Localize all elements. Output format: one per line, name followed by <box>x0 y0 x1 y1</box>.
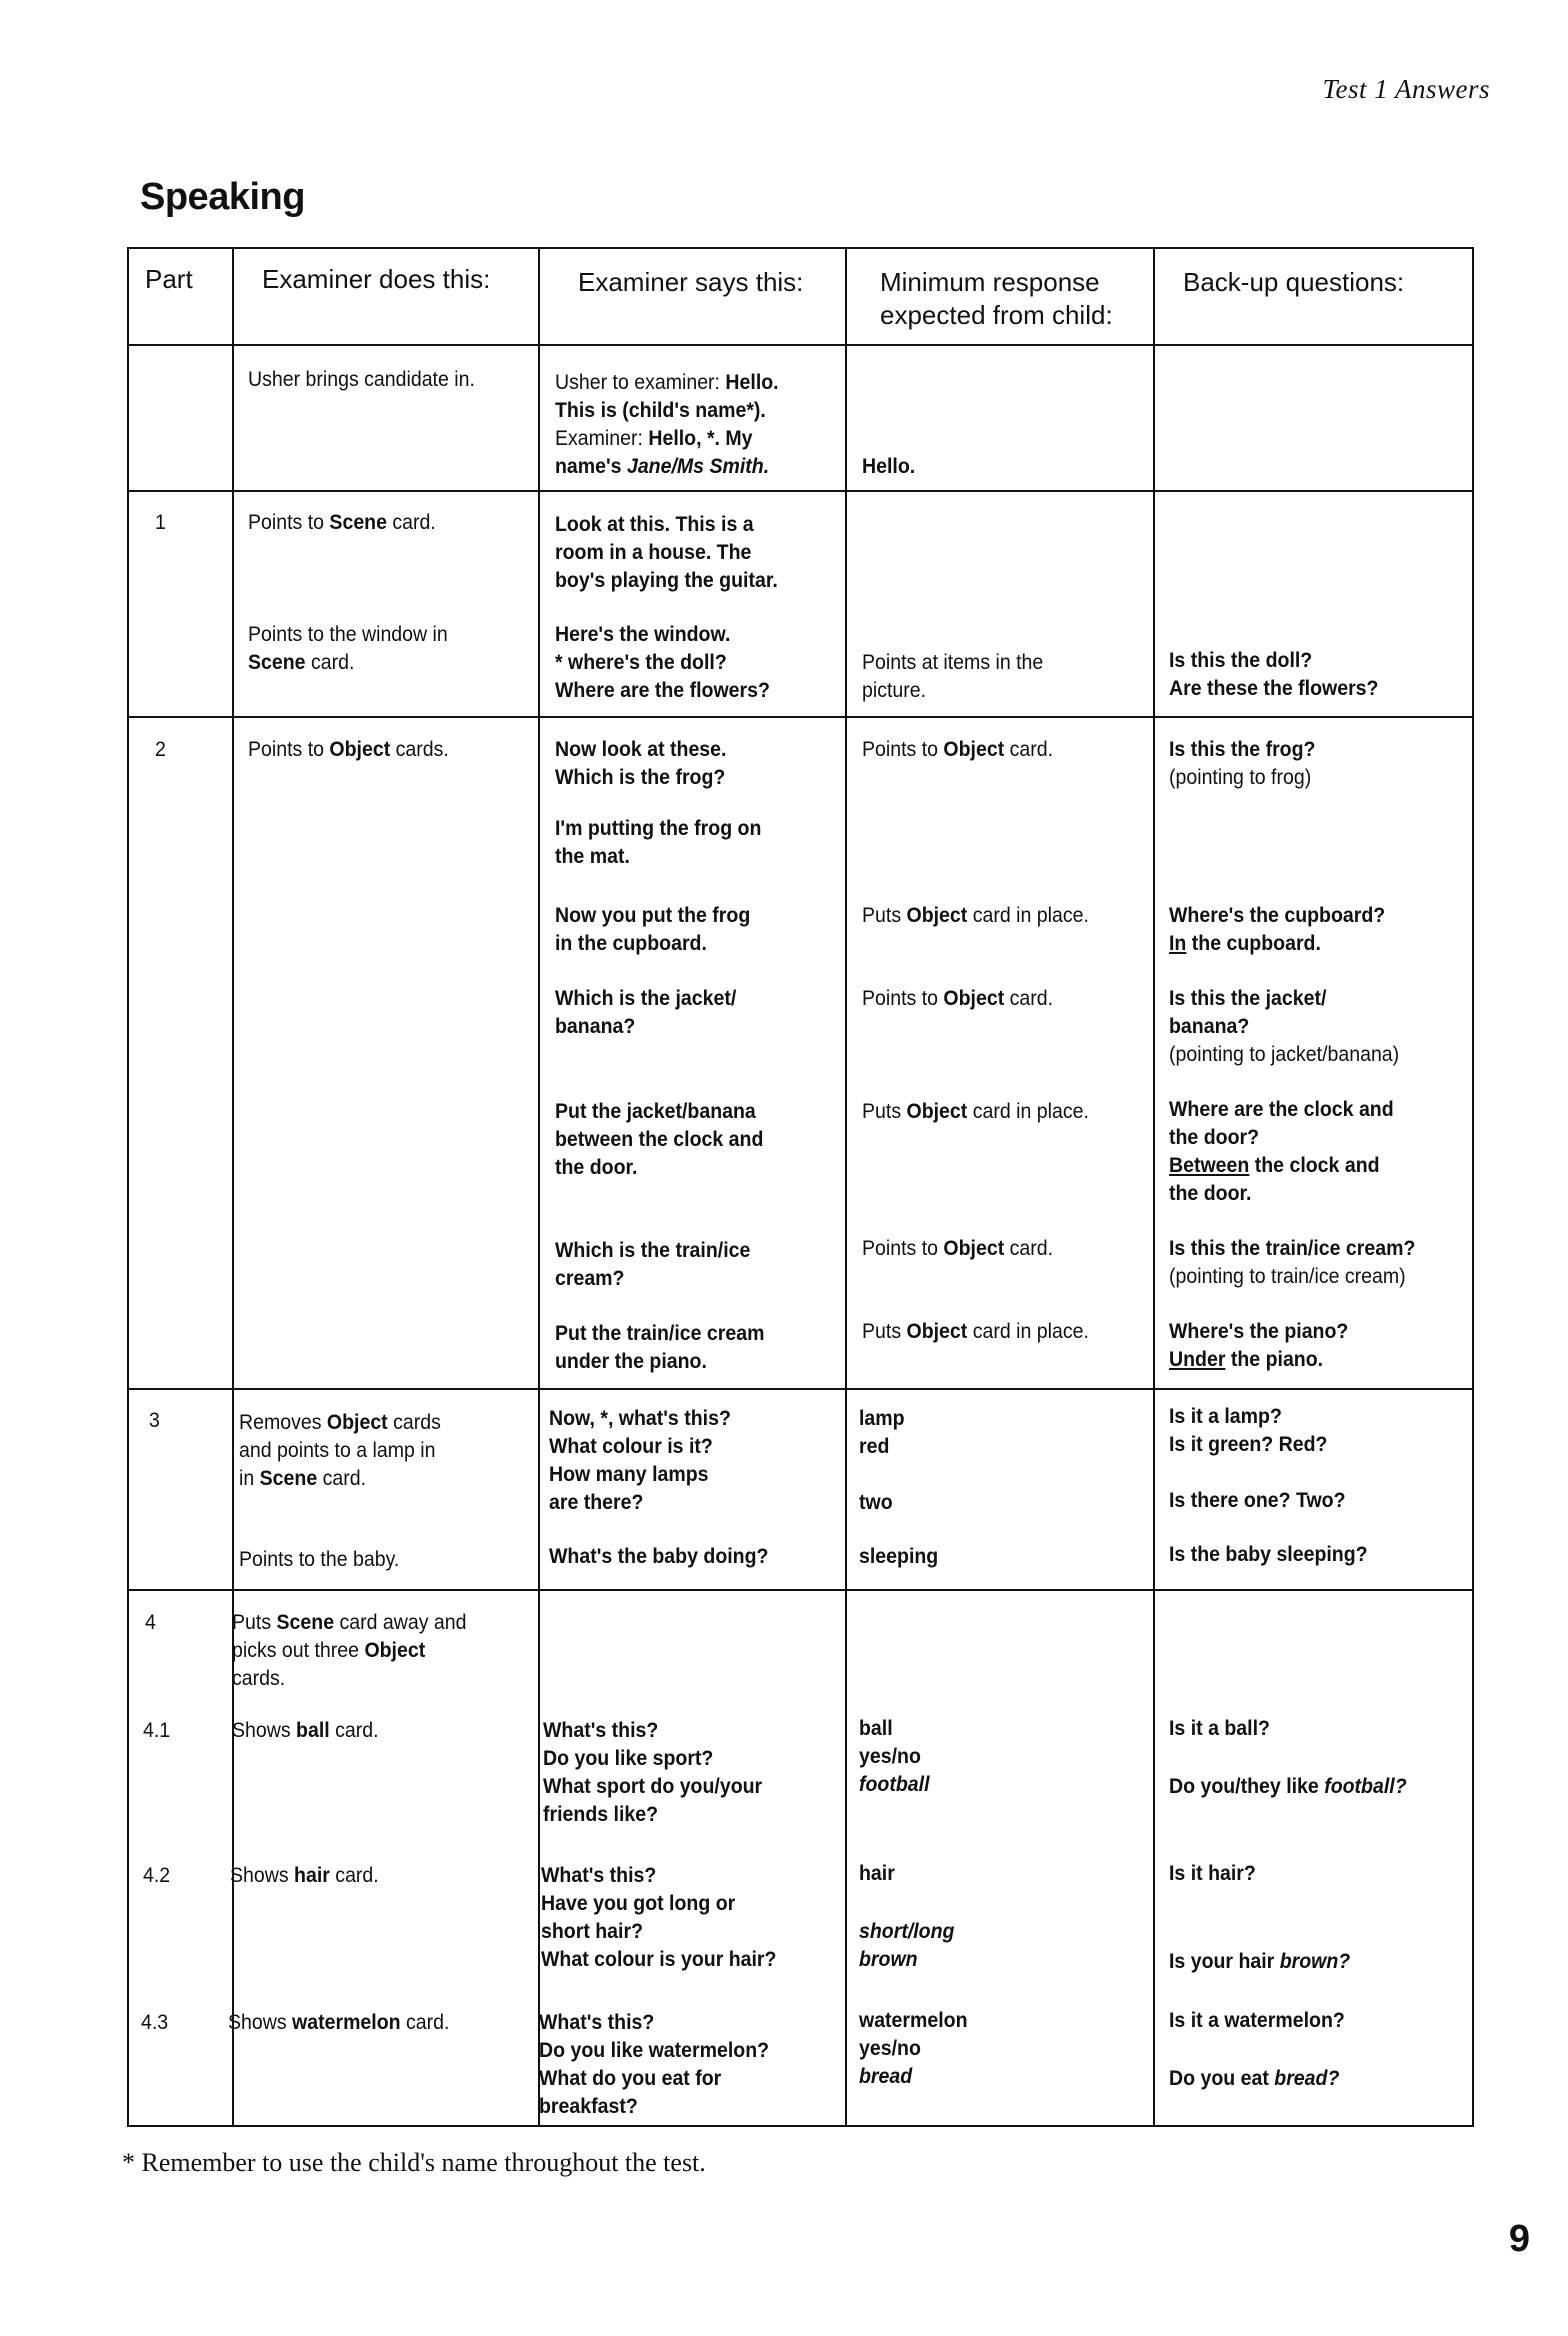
part2-says-2-line1: I'm putting the frog on <box>555 817 762 840</box>
part3-backup-1: Is it a lamp? <box>1169 1405 1282 1428</box>
part1-says-line3: boy's playing the guitar. <box>555 569 778 592</box>
part2-response-1: Points to Object card. <box>862 738 1054 761</box>
part1-backup-line2: Are these the flowers? <box>1169 677 1379 700</box>
part3-says-line1: Now, *, what's this? <box>549 1407 731 1430</box>
part3-does-line2: and points to a lamp in <box>239 1439 436 1462</box>
part2-says-1-line2: Which is the frog? <box>555 766 726 789</box>
part2-backup-5-line4: the door. <box>1169 1182 1252 1205</box>
part42-says-line1: What's this? <box>541 1864 657 1887</box>
part3-says-line4: are there? <box>549 1491 644 1514</box>
part2-backup-5-line2: the door? <box>1169 1126 1260 1149</box>
intro-says-line3: Examiner: Hello, *. My <box>555 427 753 450</box>
part1-says-line6: Where are the flowers? <box>555 679 770 702</box>
part3-response-2: red <box>859 1435 890 1458</box>
header-examiner-does: Examiner does this: <box>262 264 491 294</box>
column-divider <box>845 249 847 2125</box>
part4-does-line2: picks out three Object <box>232 1639 426 1662</box>
part-number: 4.1 <box>143 1719 171 1742</box>
part3-response-4: sleeping <box>859 1545 939 1568</box>
header-minimum-response-line2: expected from child: <box>880 300 1113 330</box>
row-divider <box>129 1388 1472 1390</box>
row-divider <box>129 490 1472 492</box>
part2-backup-1-line1: Is this the frog? <box>1169 738 1316 761</box>
part42-backup-1: Is it hair? <box>1169 1862 1256 1885</box>
page-number: 9 <box>1508 2218 1530 2260</box>
part43-says-line4: breakfast? <box>539 2095 638 2118</box>
column-divider <box>232 249 234 2125</box>
part41-says-line3: What sport do you/your <box>543 1775 763 1798</box>
part-number: 4 <box>145 1611 156 1634</box>
part42-response-2: short/long <box>859 1920 955 1943</box>
part43-does: Shows watermelon card. <box>228 2011 450 2034</box>
column-divider <box>538 249 540 2125</box>
part1-response-line1: Points at items in the <box>862 651 1044 674</box>
part2-says-6-line1: Which is the train/ice <box>555 1239 751 1262</box>
part3-response-3: two <box>859 1491 893 1514</box>
part2-says-1-line1: Now look at these. <box>555 738 727 761</box>
part42-response-1: hair <box>859 1862 895 1885</box>
part42-says-line3: short hair? <box>541 1920 644 1943</box>
part2-backup-3-line2: In the cupboard. <box>1169 932 1321 955</box>
part1-says-line4: Here's the window. <box>555 623 731 646</box>
part2-backup-4-line2: banana? <box>1169 1015 1250 1038</box>
part2-backup-1-line2: (pointing to frog) <box>1169 766 1312 789</box>
part42-does: Shows hair card. <box>230 1864 379 1887</box>
part42-says-line4: What colour is your hair? <box>541 1948 777 1971</box>
part43-says-line3: What do you eat for <box>539 2067 722 2090</box>
part41-backup-1: Is it a ball? <box>1169 1717 1270 1740</box>
part-number: 1 <box>155 511 166 534</box>
part1-does-line2: Points to the window in <box>248 623 448 646</box>
part3-says-line5: What's the baby doing? <box>549 1545 769 1568</box>
column-divider <box>1153 249 1155 2125</box>
part42-says-line2: Have you got long or <box>541 1892 736 1915</box>
part2-does: Points to Object cards. <box>248 738 449 761</box>
row-divider <box>129 1589 1472 1591</box>
part3-does-line1: Removes Object cards <box>239 1411 441 1434</box>
part2-says-3-line1: Now you put the frog <box>555 904 751 927</box>
part2-backup-4-line1: Is this the jacket/ <box>1169 987 1327 1010</box>
part43-backup-1: Is it a watermelon? <box>1169 2009 1345 2032</box>
page-title: Speaking <box>140 176 305 218</box>
part43-backup-2: Do you eat bread? <box>1169 2067 1340 2090</box>
part3-backup-4: Is the baby sleeping? <box>1169 1543 1368 1566</box>
part3-backup-2: Is it green? Red? <box>1169 1433 1328 1456</box>
part2-backup-5-line1: Where are the clock and <box>1169 1098 1394 1121</box>
part1-says-line5: * where's the doll? <box>555 651 727 674</box>
part41-says-line4: friends like? <box>543 1803 659 1826</box>
row-divider <box>129 716 1472 718</box>
part2-response-5: Puts Object card in place. <box>862 1100 1089 1123</box>
part4-does-line1: Puts Scene card away and <box>232 1611 467 1634</box>
part2-says-7-line2: under the piano. <box>555 1350 707 1373</box>
part2-response-3: Puts Object card in place. <box>862 904 1089 927</box>
part43-response-3: bread <box>859 2065 913 2088</box>
intro-does: Usher brings candidate in. <box>248 368 475 391</box>
part43-response-2: yes/no <box>859 2037 921 2060</box>
intro-says-line2: This is (child's name*). <box>555 399 766 422</box>
part43-response-1: watermelon <box>859 2009 968 2032</box>
part2-says-5-line1: Put the jacket/banana <box>555 1100 756 1123</box>
part2-says-3-line2: in the cupboard. <box>555 932 707 955</box>
part2-backup-3-line1: Where's the cupboard? <box>1169 904 1386 927</box>
header-part: Part <box>145 264 193 294</box>
part42-backup-2: Is your hair brown? <box>1169 1950 1351 1973</box>
part2-says-7-line1: Put the train/ice cream <box>555 1322 765 1345</box>
part1-response-line2: picture. <box>862 679 927 702</box>
part1-does-line3: Scene card. <box>248 651 355 674</box>
part41-backup-2: Do you/they like football? <box>1169 1775 1407 1798</box>
part42-response-3: brown <box>859 1948 918 1971</box>
part1-backup-line1: Is this the doll? <box>1169 649 1313 672</box>
part2-backup-4-line3: (pointing to jacket/banana) <box>1169 1043 1400 1066</box>
part41-response-3: football <box>859 1773 930 1796</box>
footnote: * Remember to use the child's name throughout the test. <box>122 2148 706 2177</box>
part1-does-line1: Points to Scene card. <box>248 511 436 534</box>
row-divider <box>129 344 1472 346</box>
part2-says-4-line2: banana? <box>555 1015 636 1038</box>
intro-says-line4: name's Jane/Ms Smith. <box>555 455 770 478</box>
part3-says-line3: How many lamps <box>549 1463 709 1486</box>
part2-response-6: Points to Object card. <box>862 1237 1054 1260</box>
part41-response-2: yes/no <box>859 1745 921 1768</box>
part3-says-line2: What colour is it? <box>549 1435 713 1458</box>
part-number: 2 <box>155 738 166 761</box>
part3-backup-3: Is there one? Two? <box>1169 1489 1346 1512</box>
header-examiner-says: Examiner says this: <box>578 267 804 297</box>
part2-says-4-line1: Which is the jacket/ <box>555 987 737 1010</box>
intro-response: Hello. <box>862 455 916 478</box>
part2-says-5-line3: the door. <box>555 1156 638 1179</box>
intro-says-line1: Usher to examiner: Hello. <box>555 371 779 394</box>
part41-says-line2: Do you like sport? <box>543 1747 714 1770</box>
header-backup-questions: Back-up questions: <box>1183 267 1405 297</box>
part2-says-5-line2: between the clock and <box>555 1128 764 1151</box>
part2-backup-7-line2: Under the piano. <box>1169 1348 1324 1371</box>
part3-does-line3: in Scene card. <box>239 1467 367 1490</box>
part3-response-1: lamp <box>859 1407 905 1430</box>
part1-says-line1: Look at this. This is a <box>555 513 754 536</box>
part4-does-line3: cards. <box>232 1667 286 1690</box>
running-header: Test 1 Answers <box>1322 74 1490 104</box>
part2-response-4: Points to Object card. <box>862 987 1054 1010</box>
part43-says-line1: What's this? <box>539 2011 655 2034</box>
part2-backup-6-line2: (pointing to train/ice cream) <box>1169 1265 1406 1288</box>
speaking-table <box>127 247 1474 2127</box>
part41-response-1: ball <box>859 1717 893 1740</box>
part41-says-line1: What's this? <box>543 1719 659 1742</box>
header-minimum-response-line1: Minimum response <box>880 267 1100 297</box>
part-number: 3 <box>149 1409 160 1432</box>
part2-backup-5-line3: Between the clock and <box>1169 1154 1380 1177</box>
part43-says-line2: Do you like watermelon? <box>539 2039 770 2062</box>
part-number: 4.3 <box>141 2011 169 2034</box>
part-number: 4.2 <box>143 1864 171 1887</box>
part3-does-line4: Points to the baby. <box>239 1548 400 1571</box>
part2-says-2-line2: the mat. <box>555 845 630 868</box>
part41-does: Shows ball card. <box>232 1719 379 1742</box>
part1-says-line2: room in a house. The <box>555 541 752 564</box>
part2-backup-7-line1: Where's the piano? <box>1169 1320 1349 1343</box>
part2-response-7: Puts Object card in place. <box>862 1320 1089 1343</box>
part2-backup-6-line1: Is this the train/ice cream? <box>1169 1237 1416 1260</box>
part2-says-6-line2: cream? <box>555 1267 625 1290</box>
